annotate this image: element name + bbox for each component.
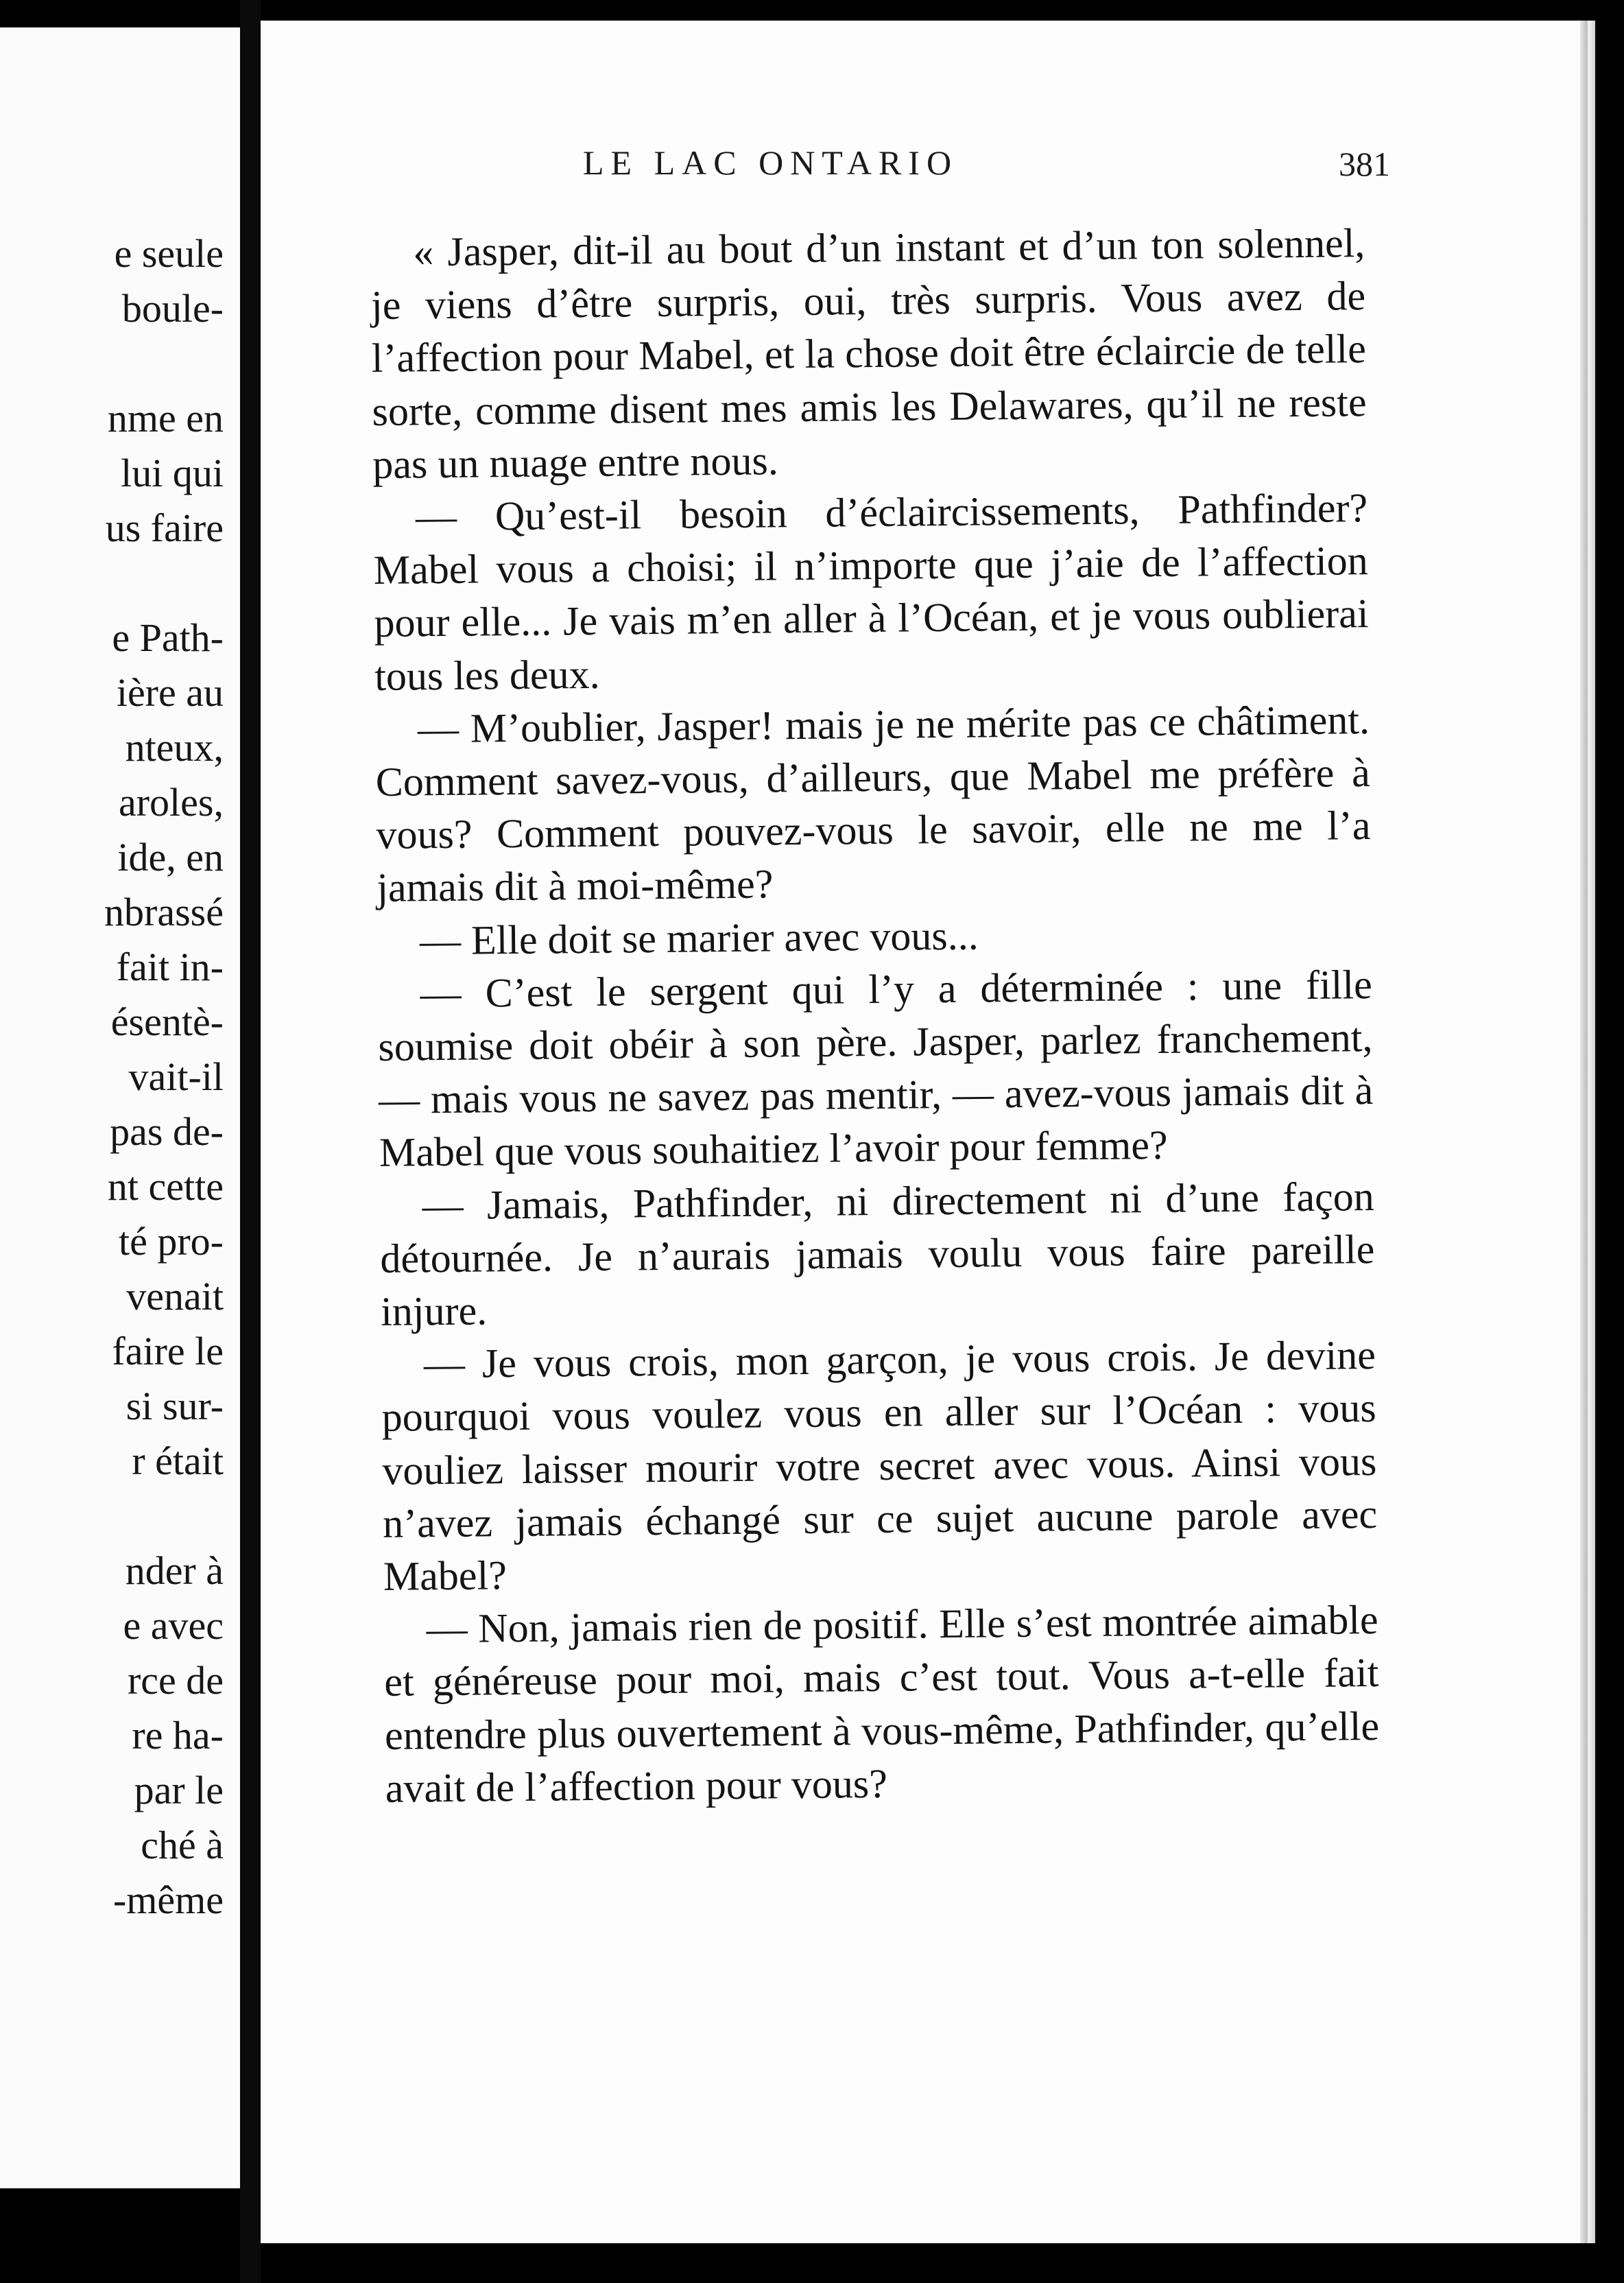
page-number: 381 — [1339, 145, 1390, 183]
left-page — [0, 27, 240, 2188]
left-page-line: e Path- — [112, 615, 224, 660]
left-page-line: nteux, — [125, 725, 224, 770]
paragraph: — Jamais, Pathfinder, ni directement ni d’une façon détournée. Je n’aurais jamais voulu vous faire pareille injure. — [380, 1173, 1375, 1334]
left-page-line: ière au — [116, 670, 224, 715]
left-page-line: us faire — [105, 506, 224, 550]
left-page-line: r était — [132, 1439, 224, 1483]
left-page-line: par le — [134, 1768, 224, 1812]
book-gutter — [240, 0, 261, 2283]
page-edge — [1580, 21, 1595, 2243]
left-page-line: fait in- — [116, 945, 224, 989]
left-page-line: rce de — [127, 1658, 224, 1703]
paragraph: — Elle doit se marier avec vous... — [419, 912, 979, 963]
left-page-line: vait-il — [128, 1054, 224, 1099]
left-page-line: -même — [112, 1878, 224, 1922]
left-page-line: nt cette — [107, 1164, 224, 1209]
left-page-line: ché à — [141, 1823, 224, 1867]
left-page-line: si sur- — [126, 1384, 224, 1428]
running-head: LE LAC ONTARIO — [583, 143, 959, 182]
right-page — [261, 21, 1595, 2243]
left-page-line: venait — [126, 1274, 224, 1318]
left-page-line: re ha- — [132, 1713, 224, 1758]
left-page-line: nme en — [107, 396, 224, 440]
left-page-line: pas de- — [110, 1109, 224, 1154]
paragraph: — C’est le sergent qui l’y a déterminée : une fille soumise doit obéir à son père. Jasper, parlez franchement, — mais vous ne savez pas mentir, — avez-vous jamais dit à Mabel que vous souhaitiez l’avoir pour femme? — [378, 961, 1374, 1176]
paragraph: — Je vous crois, mon garçon, je vous crois. Je devine pourquoi vous voulez vous en aller sur l’Océan : vous vouliez laisser mourir votre secret avec vous. Ainsi vous n’avez jamais échangé sur ce sujet aucune parole avec Mabel? — [381, 1332, 1378, 1599]
left-page-line: boule- — [121, 286, 224, 331]
left-page-line: nbrassé — [104, 890, 224, 934]
left-page-line: ésentè- — [110, 999, 224, 1044]
body-text — [370, 217, 1380, 1815]
left-page-line: e seule — [114, 231, 224, 276]
left-page-line: aroles, — [119, 780, 224, 825]
paragraph: « Jasper, dit-il au bout d’un instant et d’un ton solennel, je viens d’être surpris, oui, très surpris. Vous avez de l’affection pour Mabel, et la chose doit être éclaircie de telle sorte, comme disent mes amis les Delawares, qu’il ne reste pas un nuage entre nous. — [370, 220, 1367, 487]
left-page-line: e avec — [123, 1603, 224, 1648]
left-page-line: faire le — [112, 1329, 224, 1373]
left-page-line: nder à — [125, 1548, 224, 1593]
left-page-line: ide, en — [117, 835, 224, 879]
paragraph: — M’oublier, Jasper! mais je ne mérite pas ce châtiment. Comment savez-vous, d’ailleurs, que Mabel me préfère à vous? Comment pouvez-vous le savoir, elle ne me l’a jamais dit à moi-même? — [375, 696, 1371, 911]
left-page-line: té pro- — [119, 1219, 224, 1264]
left-page-line: lui qui — [121, 451, 224, 495]
paragraph: — Non, jamais rien de positif. Elle s’est montrée aimable et généreuse pour moi, mais c’est tout. Vous a-t-elle fait entendre plus ouvertement à vous-même, Pathfinder, qu’elle avait de l’affection pour vous? — [384, 1597, 1380, 1811]
paragraph: — Qu’est-il besoin d’éclaircissements, Pathfinder? Mabel vous a choisi; il n’importe que j’aie de l’affection pour elle... Je vais m’en aller à l’Océan, et je vous oublierai tous les deux. — [373, 485, 1369, 699]
